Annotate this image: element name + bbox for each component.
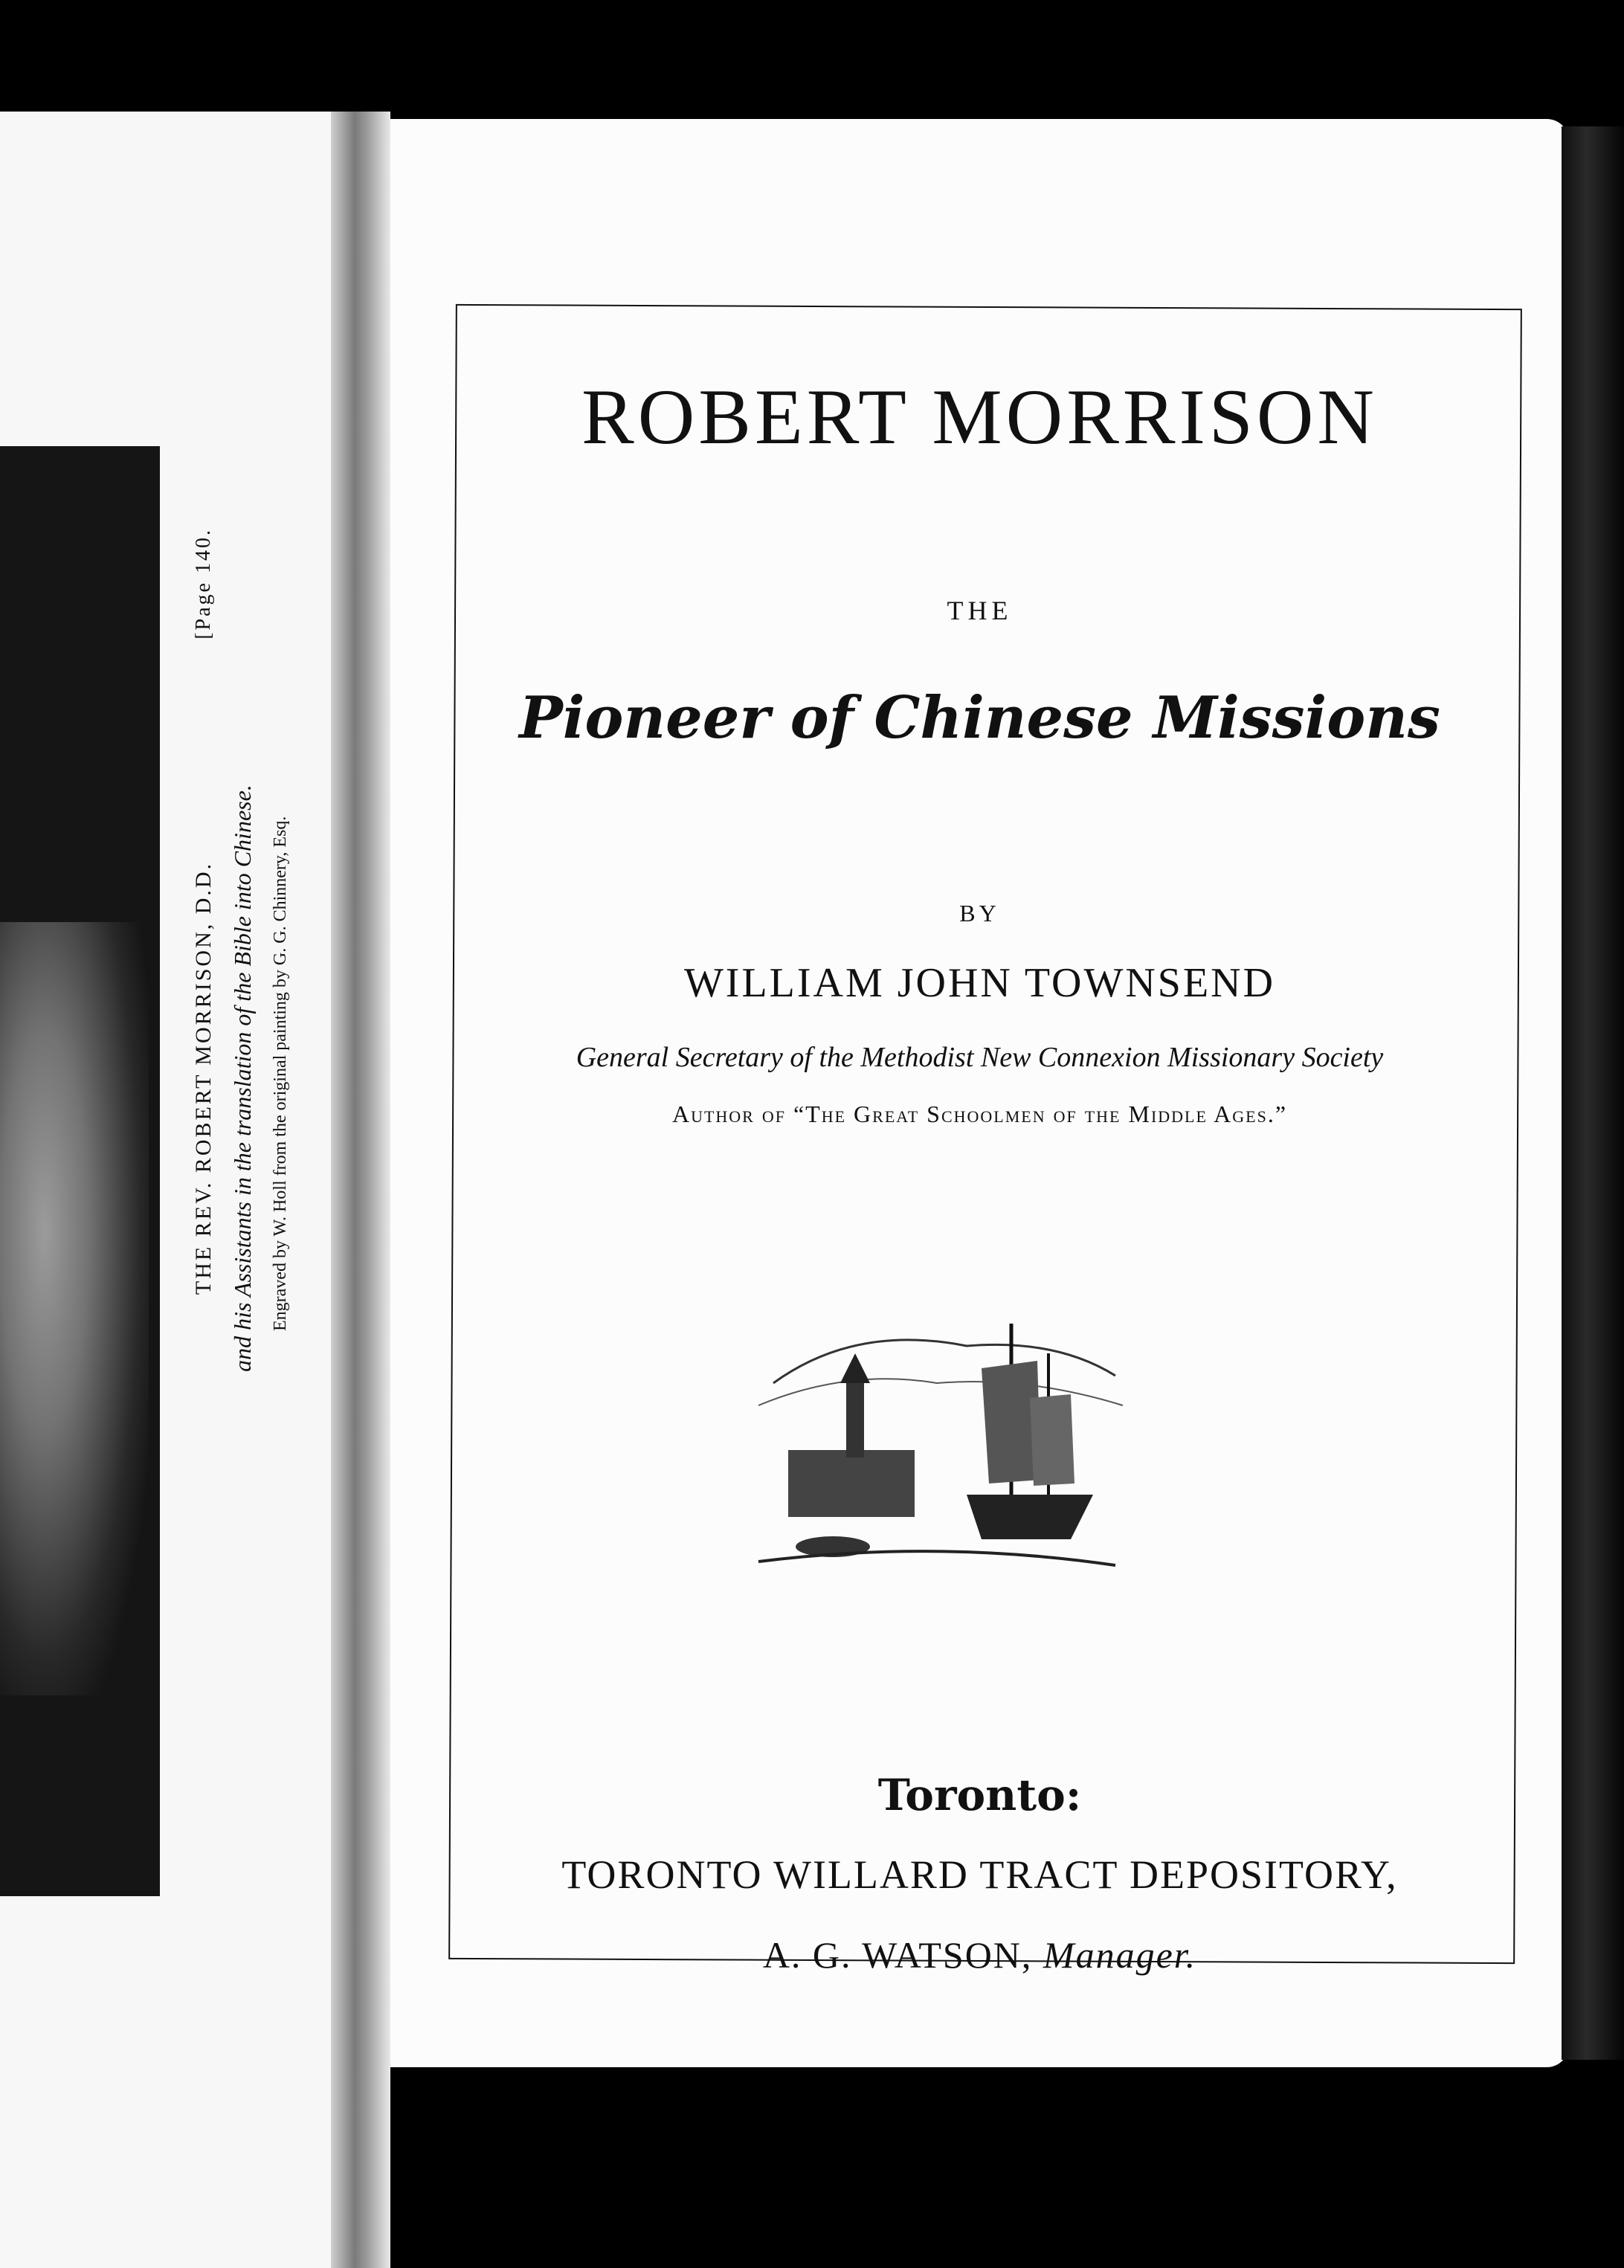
scroll-illustration [0, 922, 149, 1695]
manager-title: Manager. [1043, 1934, 1197, 1976]
by-line: BY [959, 900, 1000, 927]
book-gutter [331, 112, 390, 2268]
portrait-engraving [0, 446, 160, 1896]
publication-city: Toronto: [877, 1770, 1082, 1820]
title-connector: THE [947, 596, 1013, 625]
author-other-work: Author of “The Great Schoolmen of the Middle Ages.” [671, 1101, 1288, 1127]
caption-engraver-credit: Engraved by W. Holl from the original painting by G. G. Chinnery, Esq. [271, 816, 290, 1331]
publisher-manager [390, 1933, 1569, 1977]
harbor-ship-vignette [744, 1294, 1130, 1584]
ship-illustration-icon [744, 1294, 1130, 1584]
book-title: ROBERT MORRISON [581, 373, 1378, 460]
title-page [390, 119, 1569, 2067]
caption-title: THE REV. ROBERT MORRISON, D.D. [191, 861, 216, 1295]
caption-subtitle: and his Assistants in the translation of the Bible into Chinese. [229, 785, 256, 1372]
title-frame [448, 304, 1522, 1964]
page-reference: [Page 140. [192, 528, 215, 640]
frontispiece-caption [164, 528, 320, 1628]
author-name: WILLIAM JOHN TOWNSEND [683, 960, 1276, 1006]
manager-name: A. G. WATSON, [762, 1934, 1033, 1976]
book-subtitle: Pioneer of Chinese Missions [519, 684, 1440, 752]
frontispiece-page [0, 112, 331, 2268]
publisher-name: TORONTO WILLARD TRACT DEPOSITORY, [561, 1852, 1398, 1897]
book-edge [1562, 126, 1624, 2060]
author-role: General Secretary of the Methodist New Connexion Missionary Society [576, 1042, 1384, 1073]
